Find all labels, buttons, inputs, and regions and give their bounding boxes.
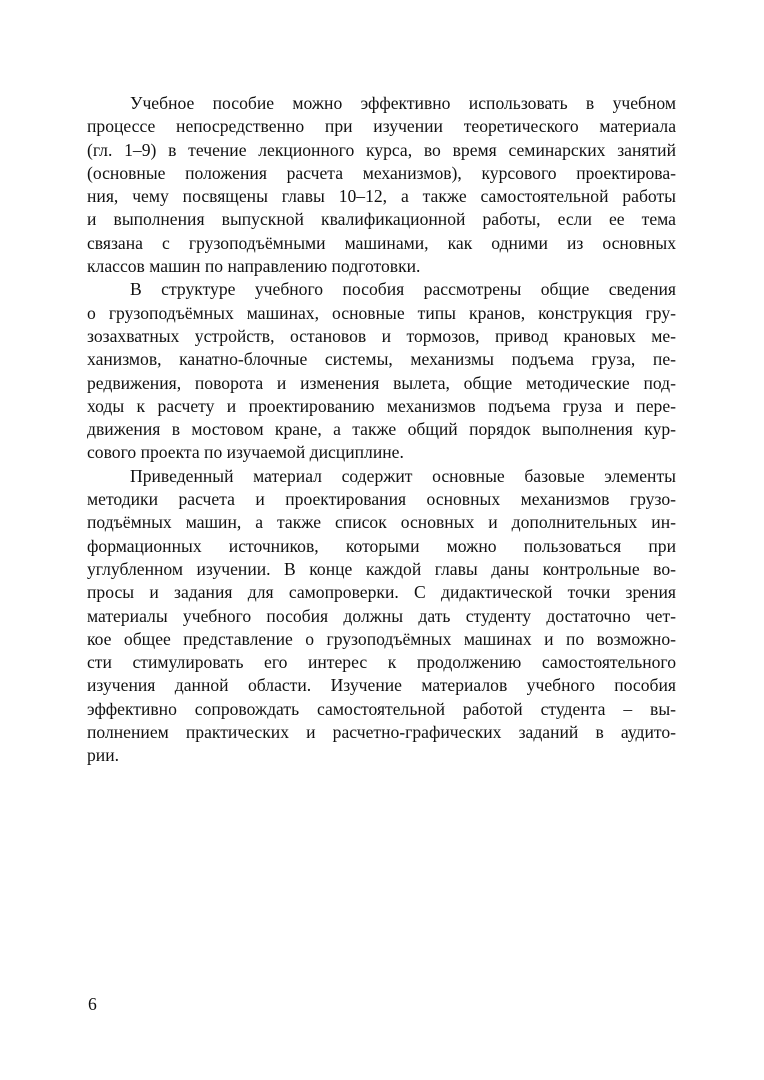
- text-line: углубленном изучении. В конце каждой главы даны контрольные во-: [87, 558, 676, 579]
- text-line: рии.: [87, 745, 120, 766]
- text-line: изучения данной области. Изучение материалов учебного пособия: [87, 675, 676, 696]
- text-line: формационных источников, которыми можно пользоваться при: [87, 535, 676, 556]
- text-line: подъёмных машин, а также список основных и дополнительных ин-: [87, 512, 676, 533]
- text-line: сти стимулировать его интерес к продолжению самостоятельного: [87, 652, 676, 673]
- text-line: о грузоподъёмных машинах, основные типы кранов, конструкция гру-: [87, 302, 676, 323]
- text-line: В структуре учебного пособия рассмотрены общие сведения: [130, 279, 676, 300]
- page-number: 6: [88, 994, 97, 1014]
- text-line: ния, чему посвящены главы 10–12, а также самостоятельной работы: [87, 186, 676, 207]
- text-line: (гл. 1–9) в течение лекционного курса, во время семинарских занятий: [87, 139, 676, 160]
- text-line: эффективно сопровождать самостоятельной работой студента – вы-: [87, 698, 676, 719]
- text-line: кое общее представление о грузоподъёмных машинах и по возможно-: [87, 628, 676, 649]
- text-line: процессе непосредственно при изучении теоретического материала: [87, 116, 676, 137]
- text-line: зозахватных устройств, остановов и тормозов, привод крановых ме-: [87, 325, 676, 346]
- text-line: редвижения, поворота и изменения вылета, общие методические под-: [87, 372, 676, 393]
- body-text: [87, 92, 676, 768]
- text-line: сового проекта по изучаемой дисциплине.: [87, 442, 404, 463]
- text-line: классов машин по направлению подготовки.: [87, 256, 421, 277]
- text-line: и выполнения выпускной квалификационной работы, если ее тема: [87, 209, 676, 230]
- paragraph-2: [87, 278, 676, 464]
- paragraph-3: [87, 465, 676, 768]
- text-line: связана с грузоподъёмными машинами, как одними из основных: [87, 232, 676, 253]
- text-line: материалы учебного пособия должны дать студенту достаточно чет-: [87, 605, 676, 626]
- text-line: движения в мостовом кране, а также общий порядок выполнения кур-: [87, 419, 676, 440]
- text-line: ходы к расчету и проектированию механизмов подъема груза и пере-: [87, 395, 676, 416]
- paragraph-1: [87, 92, 676, 278]
- text-line: полнением практических и расчетно-графических заданий в аудито-: [87, 722, 676, 743]
- text-line: ханизмов, канатно-блочные системы, механизмы подъема груза, пе-: [87, 349, 676, 370]
- text-line: методики расчета и проектирования основных механизмов грузо-: [87, 489, 676, 510]
- text-line: Приведенный материал содержит основные базовые элементы: [130, 465, 676, 486]
- text-line: просы и задания для самопроверки. С дидактической точки зрения: [87, 582, 676, 603]
- text-line: Учебное пособие можно эффективно использовать в учебном: [130, 93, 676, 113]
- text-line: (основные положения расчета механизмов), курсового проектирова-: [87, 162, 676, 183]
